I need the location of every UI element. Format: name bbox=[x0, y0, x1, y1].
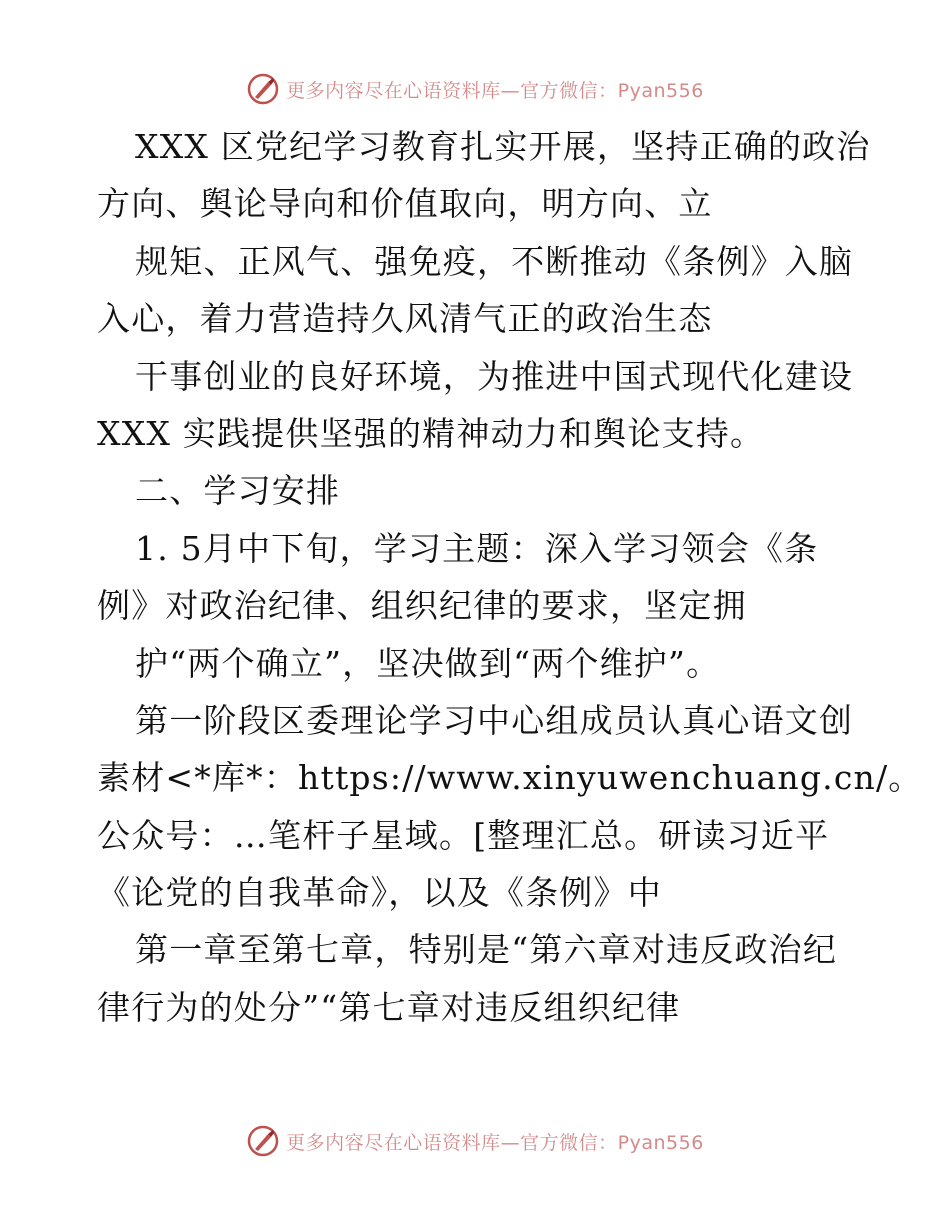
text-line: 方向、舆论导向和价值取向，明方向、立 bbox=[97, 184, 713, 224]
text-line: 律行为的处分”“第七章对违反组织纪律 bbox=[97, 987, 681, 1027]
text-line: 例》对政治纪律、组织纪律的要求，坚定拥 bbox=[97, 586, 747, 626]
text-line: 入心，着力营造持久风清气正的政治生态 bbox=[97, 299, 713, 339]
text-line: XXX 区党纪学习教育扎实开展，坚持正确的政治 bbox=[135, 127, 871, 166]
footer-watermark bbox=[0, 1124, 950, 1158]
text-line: 《论党的自我革命》，以及《条例》中 bbox=[97, 873, 662, 913]
text-line: 第一章至第七章，特别是“第六章对违反政治纪 bbox=[135, 930, 838, 970]
text-line: 1. 5月中下旬，学习主题：深入学习领会《条 bbox=[135, 528, 819, 568]
watermark-text: 更多内容尽在心语资料库—官方微信：Pyan556 bbox=[286, 1131, 704, 1154]
document-body bbox=[97, 118, 923, 1036]
header-watermark bbox=[0, 72, 950, 106]
text-line: 素材<*库*：https://www.xinyuwenchuang.cn/。 bbox=[97, 758, 923, 798]
watermark-text: 更多内容尽在心语资料库—官方微信：Pyan556 bbox=[286, 79, 704, 102]
text-line: 干事创业的良好环境，为推进中国式现代化建设 bbox=[135, 356, 854, 396]
text-line: 公众号：…笔杆子星域。[整理汇总。研读习近平 bbox=[97, 815, 830, 855]
section-heading: 二、学习安排 bbox=[135, 471, 341, 511]
quill-pen-logo-icon bbox=[246, 72, 280, 106]
text-line: 第一阶段区委理论学习中心组成员认真心语文创 bbox=[135, 700, 854, 740]
text-line: 规矩、正风气、强免疫，不断推动《条例》入脑 bbox=[135, 241, 854, 281]
text-line: XXX 实践提供坚强的精神动力和舆论支持。 bbox=[97, 413, 765, 453]
quill-pen-logo-icon bbox=[246, 1124, 280, 1158]
text-line: 护“两个确立”，坚决做到“两个维护”。 bbox=[135, 643, 721, 683]
